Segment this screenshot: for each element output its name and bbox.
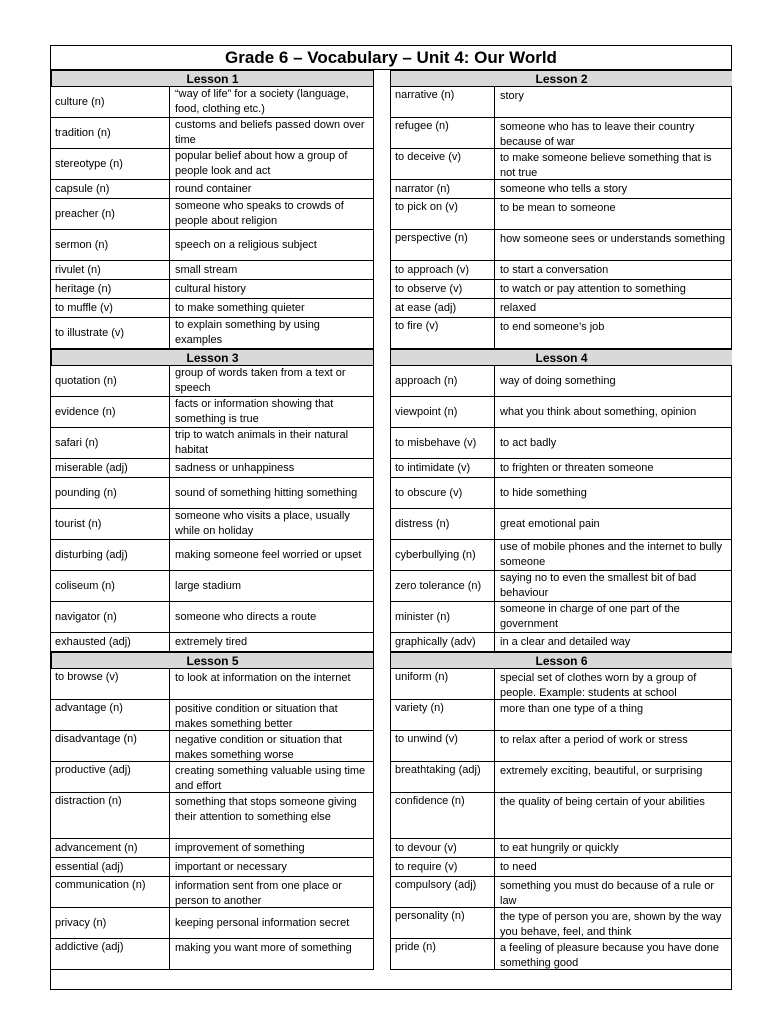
vocab-definition: to end someone’s job — [500, 321, 605, 333]
vocab-term: navigator (n) — [51, 602, 170, 632]
vocab-row — [51, 731, 374, 762]
vocab-row — [51, 839, 374, 858]
vocab-definition: someone who directs a route — [175, 610, 317, 623]
vocab-definition: to look at information on the internet — [175, 672, 351, 684]
vocab-definition: someone who speaks to crowds of people about religion — [175, 200, 344, 227]
vocab-row — [390, 669, 732, 700]
vocab-definition: great emotional pain — [500, 517, 600, 530]
vocab-term: uniform (n) — [391, 669, 495, 699]
vocab-definition: someone who visits a place, usually while on holiday — [175, 510, 350, 537]
vocab-row — [51, 299, 374, 318]
vocab-row — [390, 858, 732, 877]
vocab-row — [51, 428, 374, 459]
vocab-term: to observe (v) — [391, 280, 495, 298]
vocab-definition: story — [500, 90, 524, 102]
vocab-term: pride (n) — [391, 939, 495, 969]
vocab-definition: making you want more of something — [175, 942, 352, 954]
vocab-definition: what you think about something, opinion — [500, 405, 697, 418]
vocab-definition: sound of something hitting something — [175, 486, 358, 499]
vocab-definition: extremely tired — [175, 635, 248, 648]
vocab-row — [390, 571, 732, 602]
vocab-definition: improvement of something — [175, 841, 305, 854]
vocab-term: safari (n) — [51, 428, 170, 458]
vocab-definition: group of words taken from a text or speech — [175, 367, 346, 394]
vocab-row — [51, 366, 374, 397]
vocab-term: narrator (n) — [391, 180, 495, 198]
vocab-definition: to start a conversation — [500, 263, 609, 276]
vocab-row — [390, 230, 732, 261]
vocab-row — [51, 478, 374, 509]
lesson-heading: Lesson 2 — [390, 70, 732, 87]
vocab-term: heritage (n) — [51, 280, 170, 298]
vocab-definition: to need — [500, 860, 537, 873]
vocab-definition: popular belief about how a group of people look and act — [175, 150, 348, 177]
vocabulary-sheet — [50, 45, 732, 990]
vocab-row — [390, 839, 732, 858]
vocab-definition: the type of person you are, shown by the way you behave, feel, and think — [500, 911, 722, 938]
vocab-definition: round container — [175, 182, 252, 195]
vocab-row — [51, 230, 374, 261]
vocab-definition: trip to watch animals in their natural habitat — [175, 429, 349, 456]
vocab-definition: to explain something by using examples — [175, 319, 320, 346]
vocab-row — [390, 366, 732, 397]
vocab-definition: facts or information showing that something is true — [175, 398, 334, 425]
vocab-row — [51, 397, 374, 428]
vocab-definition: someone who tells a story — [500, 182, 628, 195]
vocab-row — [51, 762, 374, 793]
vocab-row — [390, 939, 732, 970]
vocab-definition: more than one type of a thing — [500, 703, 644, 715]
vocab-definition: a feeling of pleasure because you have done something good — [500, 942, 719, 969]
lesson-heading: Lesson 6 — [390, 652, 732, 669]
vocab-term: to muffle (v) — [51, 299, 170, 317]
vocab-definition: positive condition or situation that makes something better — [175, 703, 338, 730]
vocab-term: refugee (n) — [391, 118, 495, 148]
vocab-term: culture (n) — [51, 87, 170, 117]
vocab-term: to approach (v) — [391, 261, 495, 279]
vocab-term: at ease (adj) — [391, 299, 495, 317]
vocab-term: stereotype (n) — [51, 149, 170, 179]
vocab-term: communication (n) — [51, 877, 170, 907]
vocab-term: sermon (n) — [51, 230, 170, 260]
vocab-term: personality (n) — [391, 908, 495, 938]
vocab-term: distraction (n) — [51, 793, 170, 838]
vocab-row — [51, 858, 374, 877]
vocab-row — [390, 199, 732, 230]
vocab-term: to deceive (v) — [391, 149, 495, 179]
vocab-term: viewpoint (n) — [391, 397, 495, 427]
vocab-term: to misbehave (v) — [391, 428, 495, 458]
vocab-term: tourist (n) — [51, 509, 170, 539]
vocab-row — [51, 509, 374, 540]
vocab-row — [51, 602, 374, 633]
vocab-term: miserable (adj) — [51, 459, 170, 477]
vocab-row — [390, 149, 732, 180]
vocab-definition: sadness or unhappiness — [175, 461, 295, 474]
vocab-row — [51, 877, 374, 908]
vocab-term: capsule (n) — [51, 180, 170, 198]
vocab-row — [51, 793, 374, 839]
vocab-term: to devour (v) — [391, 839, 495, 857]
vocab-term: preacher (n) — [51, 199, 170, 229]
vocab-definition: how someone sees or understands something — [500, 233, 726, 245]
vocab-row — [390, 299, 732, 318]
vocab-row — [51, 571, 374, 602]
vocab-definition: to hide something — [500, 486, 587, 499]
vocab-row — [51, 180, 374, 199]
vocab-definition: negative condition or situation that makes something worse — [175, 734, 342, 761]
vocab-definition: to eat hungrily or quickly — [500, 841, 619, 854]
vocab-term: variety (n) — [391, 700, 495, 730]
vocab-term: evidence (n) — [51, 397, 170, 427]
page-title: Grade 6 – Vocabulary – Unit 4: Our World — [51, 46, 731, 70]
vocab-row — [51, 908, 374, 939]
vocab-definition: extremely exciting, beautiful, or surprising — [500, 765, 703, 777]
vocab-definition: to relax after a period of work or stress — [500, 734, 688, 746]
vocab-definition: to make someone believe something that is not true — [500, 152, 712, 179]
vocab-definition: something you must do because of a rule or law — [500, 880, 715, 907]
vocab-term: productive (adj) — [51, 762, 170, 792]
vocab-term: to pick on (v) — [391, 199, 495, 229]
vocab-row — [51, 939, 374, 970]
vocab-definition: small stream — [175, 263, 238, 276]
vocab-term: disadvantage (n) — [51, 731, 170, 761]
vocab-row — [390, 908, 732, 939]
vocab-term: quotation (n) — [51, 366, 170, 396]
vocab-row — [390, 261, 732, 280]
vocab-definition: large stadium — [175, 579, 242, 592]
lesson-heading: Lesson 1 — [51, 70, 374, 87]
vocab-row — [390, 877, 732, 908]
vocab-definition: information sent from one place or person to another — [175, 880, 342, 907]
vocab-definition: saying no to even the smallest bit of bad behaviour — [500, 572, 697, 599]
vocab-term: perspective (n) — [391, 230, 495, 260]
vocab-row — [51, 199, 374, 230]
vocab-row — [51, 280, 374, 299]
vocab-term: compulsory (adj) — [391, 877, 495, 907]
vocab-definition: to frighten or threaten someone — [500, 461, 654, 474]
vocab-row — [51, 149, 374, 180]
vocab-definition: creating something valuable using time and effort — [175, 765, 366, 792]
vocab-definition: important or necessary — [175, 860, 287, 873]
vocab-definition: to watch or pay attention to something — [500, 282, 686, 295]
vocab-term: confidence (n) — [391, 793, 495, 838]
vocab-definition: keeping personal information secret — [175, 916, 350, 929]
lesson-heading: Lesson 4 — [390, 349, 732, 366]
vocab-term: breathtaking (adj) — [391, 762, 495, 792]
vocab-definition: to act badly — [500, 436, 557, 449]
vocab-term: distress (n) — [391, 509, 495, 539]
vocab-definition: someone in charge of one part of the government — [500, 603, 680, 630]
vocab-term: advancement (n) — [51, 839, 170, 857]
vocab-definition: to be mean to someone — [500, 202, 616, 214]
vocab-row — [51, 633, 374, 652]
vocab-definition: to make something quieter — [175, 301, 305, 314]
vocab-term: narrative (n) — [391, 87, 495, 117]
vocab-row — [390, 318, 732, 349]
vocab-row — [51, 540, 374, 571]
lesson-heading: Lesson 5 — [51, 652, 374, 669]
vocab-row — [390, 602, 732, 633]
vocab-term: advantage (n) — [51, 700, 170, 730]
vocab-term: coliseum (n) — [51, 571, 170, 601]
vocab-row — [390, 793, 732, 839]
vocab-definition: use of mobile phones and the internet to bully someone — [500, 541, 722, 568]
vocab-row — [51, 261, 374, 280]
vocab-term: cyberbullying (n) — [391, 540, 495, 570]
vocab-term: disturbing (adj) — [51, 540, 170, 570]
vocab-row — [390, 180, 732, 199]
vocab-definition: someone who has to leave their country because of war — [500, 121, 695, 148]
vocab-term: approach (n) — [391, 366, 495, 396]
vocab-row — [390, 762, 732, 793]
vocab-row — [390, 118, 732, 149]
vocab-definition: something that stops someone giving their attention to something else — [175, 796, 357, 823]
vocab-term: rivulet (n) — [51, 261, 170, 279]
vocab-term: privacy (n) — [51, 908, 170, 938]
vocab-term: tradition (n) — [51, 118, 170, 148]
vocab-row — [390, 633, 732, 652]
vocab-definition: in a clear and detailed way — [500, 635, 631, 648]
vocab-row — [390, 428, 732, 459]
vocab-row — [390, 731, 732, 762]
vocab-row — [390, 397, 732, 428]
vocab-term: exhausted (adj) — [51, 633, 170, 651]
vocab-definition: customs and beliefs passed down over time — [175, 119, 365, 146]
vocab-definition: cultural history — [175, 282, 246, 295]
vocab-row — [390, 87, 732, 118]
vocab-row — [390, 509, 732, 540]
vocab-term: addictive (adj) — [51, 939, 170, 969]
vocab-definition: speech on a religious subject — [175, 238, 317, 251]
vocab-row — [51, 87, 374, 118]
vocab-row — [390, 540, 732, 571]
vocab-definition: “way of life” for a society (language, food, clothing etc.) — [175, 88, 349, 115]
vocab-term: to fire (v) — [391, 318, 495, 348]
vocab-definition: way of doing something — [500, 374, 616, 387]
vocab-row — [390, 280, 732, 299]
vocab-term: graphically (adv) — [391, 633, 495, 651]
vocab-term: minister (n) — [391, 602, 495, 632]
vocab-term: to illustrate (v) — [51, 318, 170, 348]
vocab-term: pounding (n) — [51, 478, 170, 508]
vocab-row — [51, 459, 374, 478]
vocab-row — [390, 700, 732, 731]
vocab-row — [51, 669, 374, 700]
vocab-row — [390, 459, 732, 478]
vocab-definition: the quality of being certain of your abilities — [500, 796, 705, 808]
vocab-term: to obscure (v) — [391, 478, 495, 508]
vocab-term: to browse (v) — [51, 669, 170, 699]
vocab-term: essential (adj) — [51, 858, 170, 876]
vocab-row — [390, 478, 732, 509]
vocab-term: zero tolerance (n) — [391, 571, 495, 601]
vocab-row — [51, 318, 374, 349]
vocab-definition: relaxed — [500, 301, 537, 314]
vocab-term: to require (v) — [391, 858, 495, 876]
vocab-row — [51, 118, 374, 149]
vocab-definition: making someone feel worried or upset — [175, 548, 362, 561]
vocab-term: to unwind (v) — [391, 731, 495, 761]
lesson-heading: Lesson 3 — [51, 349, 374, 366]
vocab-row — [51, 700, 374, 731]
vocab-term: to intimidate (v) — [391, 459, 495, 477]
vocab-definition: special set of clothes worn by a group of people. Example: students at school — [500, 672, 697, 699]
